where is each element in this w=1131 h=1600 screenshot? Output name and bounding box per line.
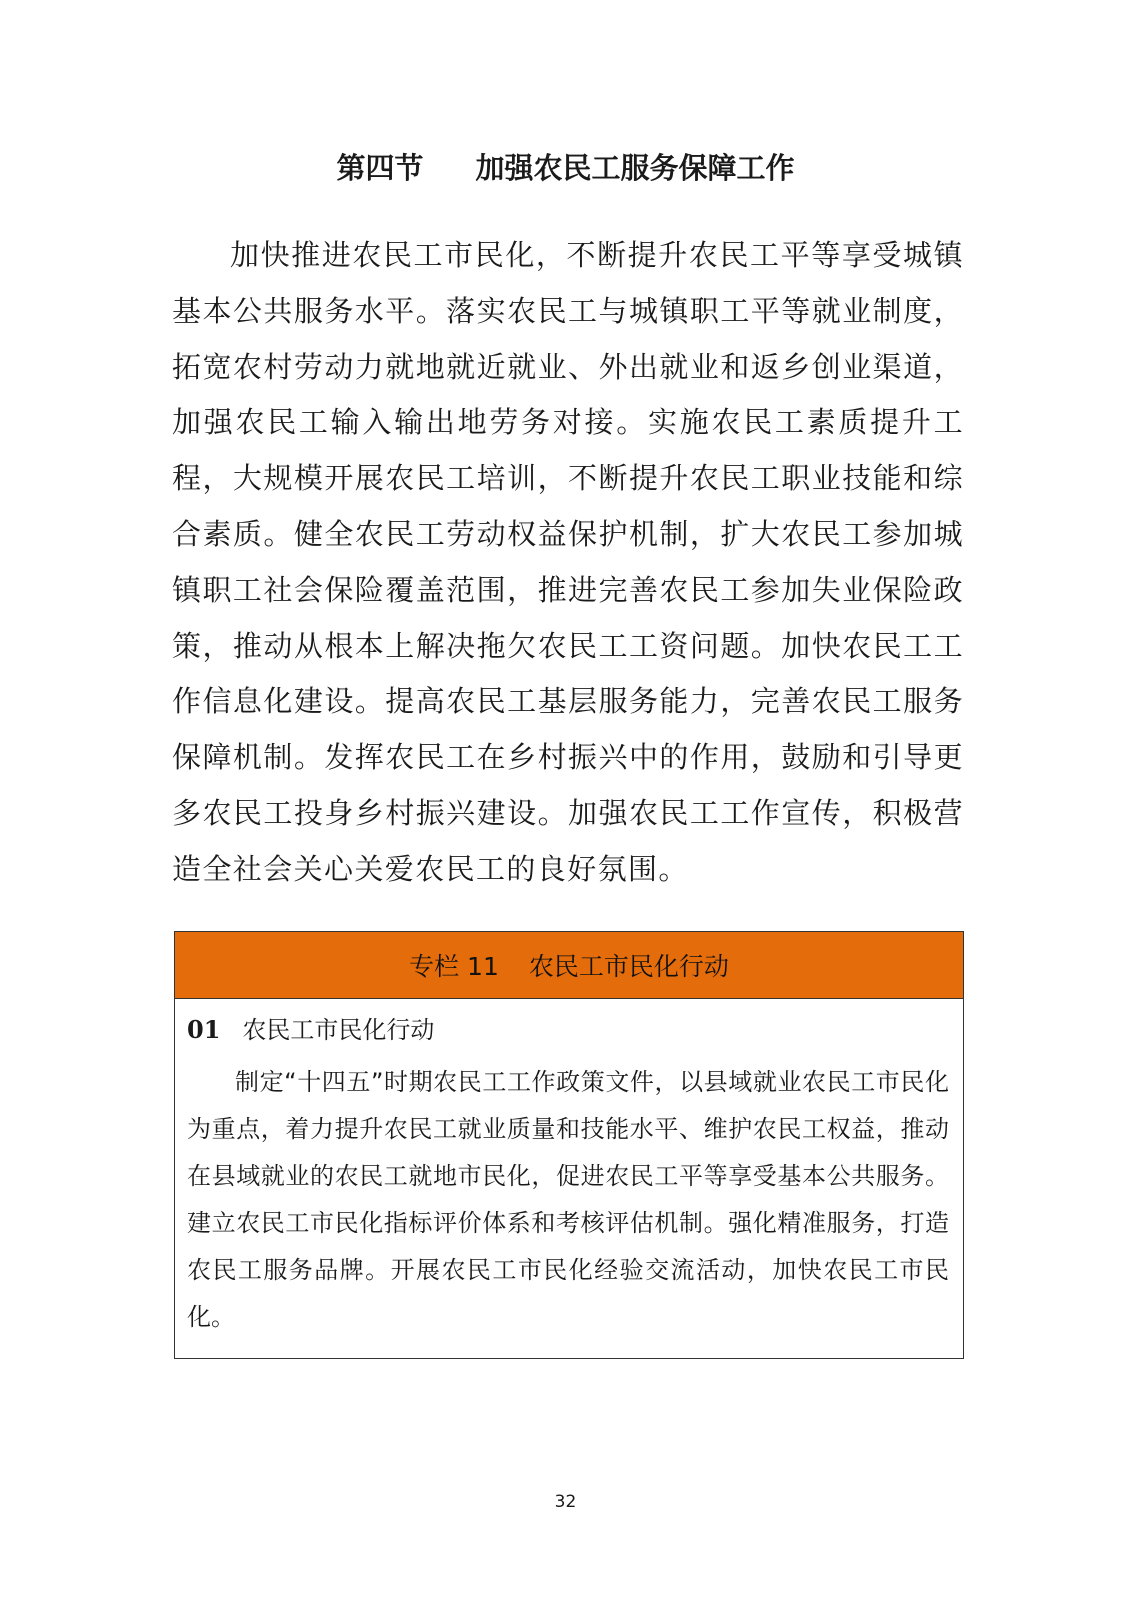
column-box-label: 专栏 11 — [409, 952, 499, 981]
section-heading: 加强农民工服务保障工作 — [475, 151, 795, 185]
column-box-title: 农民工市民化行动 — [528, 952, 729, 981]
column-box — [174, 931, 964, 1359]
page-number: 32 — [554, 1492, 577, 1512]
column-box-item-title: 农民工市民化行动 — [242, 1016, 435, 1044]
section-title — [0, 148, 1131, 188]
body-paragraph: 加快推进农民工市民化，不断提升农民工平等享受城镇基本公共服务水平。落实农民工与城镇职工平等就业制度，拓宽农村劳动力就地就近就业、外出就业和返乡创业渠道，加强农民工输入输出地劳务对接。实施农民工素质提升工程，大规模开展农民工培训，不断提升农民工职业技能和综合素质。健全农民工劳动权益保护机制，扩大农民工参加城镇职工社会保险覆盖范围，推进完善农民工参加失业保险政策，推动从根本上解决拖欠农民工工资问题。加快农民工工作信息化建设。提高农民工基层服务能力，完善农民工服务保障机制。发挥农民工在乡村振兴中的作用，鼓励和引导更多农民工投身乡村振兴建设。加强农民工工作宣传，积极营造全社会关心关爱农民工的良好氛围。 — [172, 238, 964, 886]
section-number: 第四节 — [336, 151, 424, 185]
column-box-item-heading — [187, 1013, 963, 1047]
column-box-header — [175, 932, 963, 999]
column-box-item-number: 01 — [187, 1015, 221, 1044]
column-box-item-text: 制定“十四五”时期农民工工作政策文件，以县域就业农民工市民化为重点，着力提升农民工就业质量和技能水平、维护农民工权益，推动在县域就业的农民工就地市民化，促进农民工平等享受基本公共服务。建立农民工市民化指标评价体系和考核评估机制。强化精准服务，打造农民工服务品牌。开展农民工市民化经验交流活动，加快农民工市民化。 — [187, 1068, 949, 1331]
